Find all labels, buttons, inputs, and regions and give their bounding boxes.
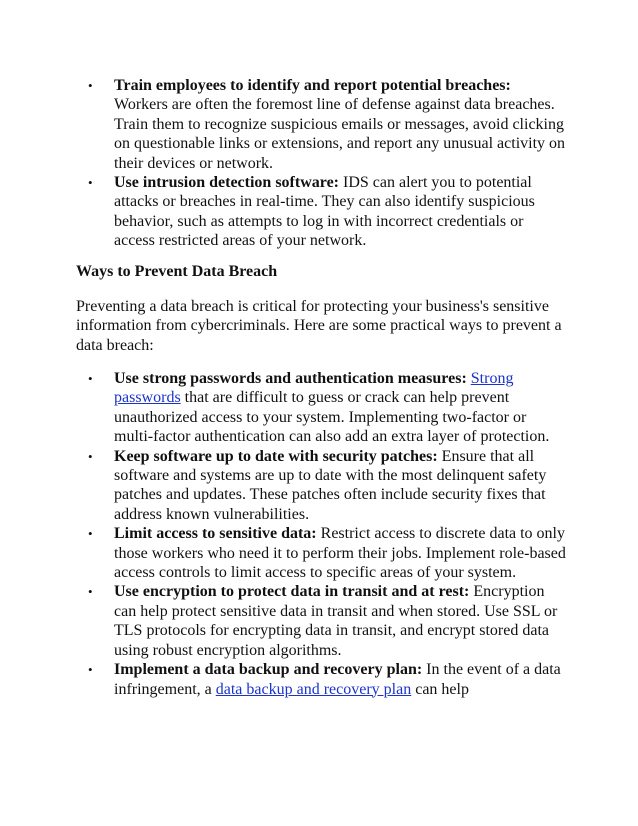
list-item bbox=[76, 582, 566, 660]
backup-recovery-plan-link[interactable]: data backup and recovery plan bbox=[215, 680, 412, 698]
item-text: Encryption can help protect sensitive data in transit and when stored. Use SSL or TLS protocols for encrypting data in transit, and encrypt stored data using robust encryption algorithms. bbox=[114, 583, 558, 659]
item-title: Implement a data backup and recovery plan: bbox=[114, 661, 423, 679]
item-text: that are difficult to guess or crack can help prevent unauthorized access to your system. Implementing two-factor or multi-factor authentication can also add an extra layer of protection. bbox=[114, 389, 550, 446]
item-text: Ensure that all software and systems are up to date with the most delinquent safety patches and updates. These patches often include security fixes that address known vulnerabilities. bbox=[114, 447, 547, 523]
item-text: can help bbox=[411, 680, 469, 698]
item-text: Workers are often the foremost line of defense against data breaches. Train them to recognize suspicious emails or messages, avoid clicking on questionable links or extensions, and report any unusual activity on their devices or network. bbox=[114, 96, 566, 172]
item-text: IDS can alert you to potential attacks or breaches in real-time. They can also identify suspicious behavior, such as attempts to log in with incorrect credentials or access restricted areas of your network. bbox=[114, 174, 535, 250]
item-title: Use strong passwords and authentication measures: bbox=[114, 370, 467, 387]
list-item bbox=[76, 369, 566, 447]
intro-paragraph: Preventing a data breach is critical for protecting your business's sensitive information from cybercriminals. Here are some practical ways to prevent a data breach: bbox=[76, 298, 562, 354]
list-item bbox=[76, 76, 566, 173]
section-heading: Ways to Prevent Data Breach bbox=[76, 263, 278, 280]
bullet-icon: • bbox=[88, 78, 93, 93]
bullet-icon: • bbox=[88, 526, 93, 542]
list-item bbox=[76, 173, 566, 251]
item-title: Train employees to identify and report potential breaches: bbox=[114, 77, 511, 94]
bullet-list-prevention bbox=[76, 369, 566, 699]
bullet-icon: • bbox=[88, 175, 93, 191]
bullet-icon: • bbox=[88, 584, 93, 600]
item-title: Use intrusion detection software: bbox=[114, 174, 340, 192]
list-item bbox=[76, 660, 566, 699]
bullet-icon: • bbox=[88, 662, 93, 678]
bullet-icon: • bbox=[88, 448, 93, 464]
bullet-icon: • bbox=[88, 371, 93, 386]
list-item bbox=[76, 524, 566, 582]
item-title: Limit access to sensitive data: bbox=[114, 525, 317, 543]
item-text: Restrict access to discrete data to only those workers who need it to perform their jobs. Implement role-based access controls to limit access to specific areas of your system. bbox=[114, 525, 566, 582]
bullet-list-top bbox=[76, 76, 566, 251]
list-item bbox=[76, 447, 566, 525]
strong-passwords-link[interactable]: Strong passwords bbox=[114, 370, 514, 407]
item-title: Keep software up to date with security patches: bbox=[114, 447, 438, 465]
item-text: In the event of a data infringement, a bbox=[114, 661, 561, 698]
item-title: Use encryption to protect data in transit and at rest: bbox=[114, 583, 470, 601]
